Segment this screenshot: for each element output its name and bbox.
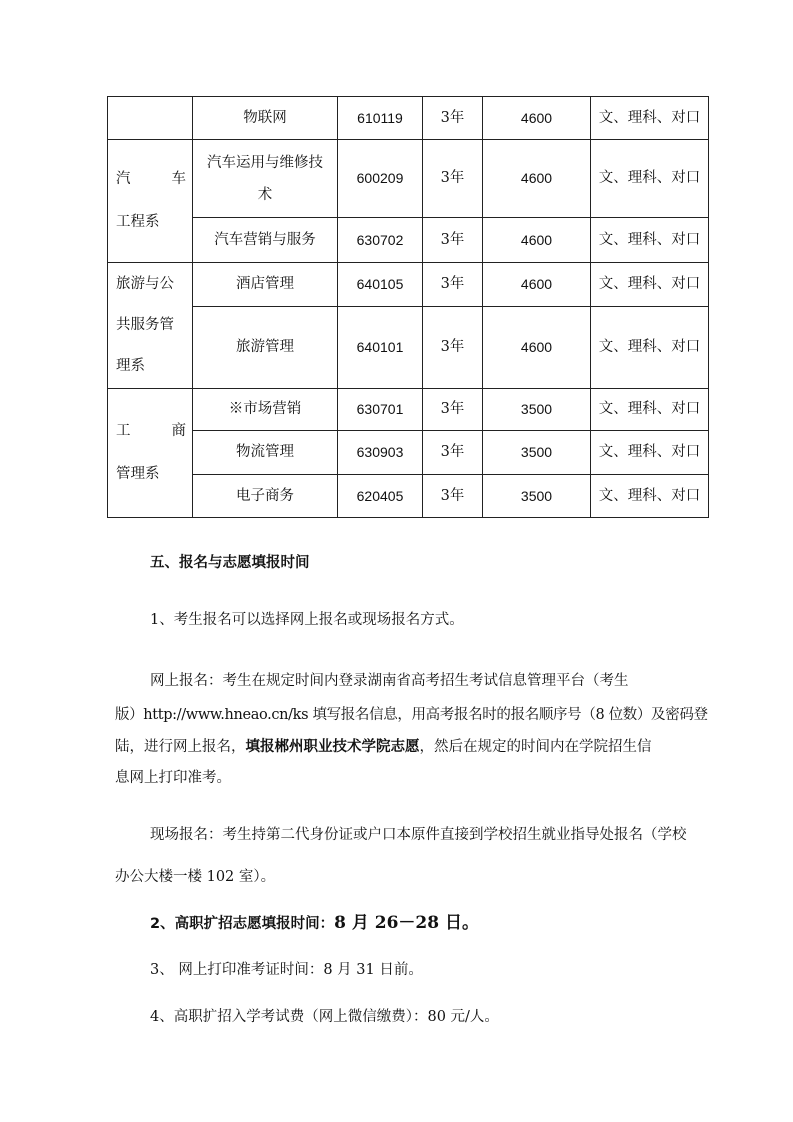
years-cell: 3年 bbox=[423, 475, 483, 518]
fee-cell: 4600 bbox=[483, 307, 591, 389]
onsite-line-2: 办公大楼一楼 102 室）。 bbox=[115, 869, 276, 885]
fee-cell: 4600 bbox=[483, 97, 591, 140]
online-line-3-bold: 填报郴州职业技术学院志愿 bbox=[245, 739, 420, 755]
table-row bbox=[108, 431, 709, 475]
major-cell: 旅游管理 bbox=[193, 307, 338, 389]
subjects-cell: 文、理科、对口 bbox=[591, 218, 709, 263]
code-cell: 630702 bbox=[338, 218, 423, 263]
code-cell: 630701 bbox=[338, 389, 423, 431]
item-4: 4、高职扩招入学考试费（网上微信缴费）：80 元/人。 bbox=[150, 1009, 499, 1025]
fee-cell: 4600 bbox=[483, 140, 591, 218]
item-1: 1、考生报名可以选择网上报名或现场报名方式。 bbox=[150, 612, 464, 628]
major-cell: 汽车运用与维修技 术 bbox=[193, 140, 338, 218]
subjects-cell: 文、理科、对口 bbox=[591, 431, 709, 475]
table-row bbox=[108, 389, 709, 431]
dept-cell-auto: 汽 车 工程系 bbox=[108, 140, 193, 263]
fee-cell: 3500 bbox=[483, 475, 591, 518]
subjects-cell: 文、理科、对口 bbox=[591, 97, 709, 140]
code-cell: 610119 bbox=[338, 97, 423, 140]
online-line-1: 网上报名：考生在规定时间内登录湖南省高考招生考试信息管理平台（考生 bbox=[150, 673, 629, 689]
code-cell: 600209 bbox=[338, 140, 423, 218]
years-cell: 3年 bbox=[423, 307, 483, 389]
years-cell: 3年 bbox=[423, 263, 483, 307]
online-line-4: 息网上打印准考。 bbox=[115, 770, 231, 786]
major-cell: 酒店管理 bbox=[193, 263, 338, 307]
majors-table bbox=[107, 96, 709, 518]
code-cell: 640101 bbox=[338, 307, 423, 389]
section-heading: 五、报名与志愿填报时间 bbox=[150, 555, 310, 571]
major-cell: 汽车营销与服务 bbox=[193, 218, 338, 263]
table-row bbox=[108, 97, 709, 140]
major-cell: ※市场营销 bbox=[193, 389, 338, 431]
fee-cell: 4600 bbox=[483, 263, 591, 307]
table-row bbox=[108, 307, 709, 389]
onsite-line-1: 现场报名：考生持第二代身份证或户口本原件直接到学校招生就业指导处报名（学校 bbox=[150, 827, 687, 843]
years-cell: 3年 bbox=[423, 389, 483, 431]
subjects-cell: 文、理科、对口 bbox=[591, 263, 709, 307]
years-cell: 3年 bbox=[423, 97, 483, 140]
table-row bbox=[108, 263, 709, 307]
dept-cell-business: 工 商 管理系 bbox=[108, 389, 193, 518]
years-cell: 3年 bbox=[423, 218, 483, 263]
item-2-date: 8 月 26－28 日。 bbox=[334, 913, 479, 933]
item-3: 3、 网上打印准考证时间：8 月 31 日前。 bbox=[150, 962, 423, 978]
major-cell: 物流管理 bbox=[193, 431, 338, 475]
table-row bbox=[108, 140, 709, 218]
dept-cell-continued bbox=[108, 97, 193, 140]
fee-cell: 3500 bbox=[483, 389, 591, 431]
table-row bbox=[108, 475, 709, 518]
code-cell: 630903 bbox=[338, 431, 423, 475]
code-cell: 640105 bbox=[338, 263, 423, 307]
item-2: 2、高职扩招志愿填报时间：8 月 26－28 日。 bbox=[150, 913, 479, 933]
major-cell: 电子商务 bbox=[193, 475, 338, 518]
online-line-2: 版）http://www.hneao.cn/ks 填写报名信息，用高考报名时的报名顺序号（8 位数）及密码登 bbox=[115, 707, 708, 723]
code-cell: 620405 bbox=[338, 475, 423, 518]
subjects-cell: 文、理科、对口 bbox=[591, 389, 709, 431]
online-line-3: 陆，进行网上报名，填报郴州职业技术学院志愿，然后在规定的时间内在学院招生信 bbox=[115, 739, 652, 755]
fee-cell: 4600 bbox=[483, 218, 591, 263]
dept-cell-tourism: 旅游与公 共服务管 理系 bbox=[108, 263, 193, 389]
years-cell: 3年 bbox=[423, 431, 483, 475]
subjects-cell: 文、理科、对口 bbox=[591, 140, 709, 218]
major-cell: 物联网 bbox=[193, 97, 338, 140]
subjects-cell: 文、理科、对口 bbox=[591, 475, 709, 518]
fee-cell: 3500 bbox=[483, 431, 591, 475]
subjects-cell: 文、理科、对口 bbox=[591, 307, 709, 389]
table-row bbox=[108, 218, 709, 263]
years-cell: 3年 bbox=[423, 140, 483, 218]
